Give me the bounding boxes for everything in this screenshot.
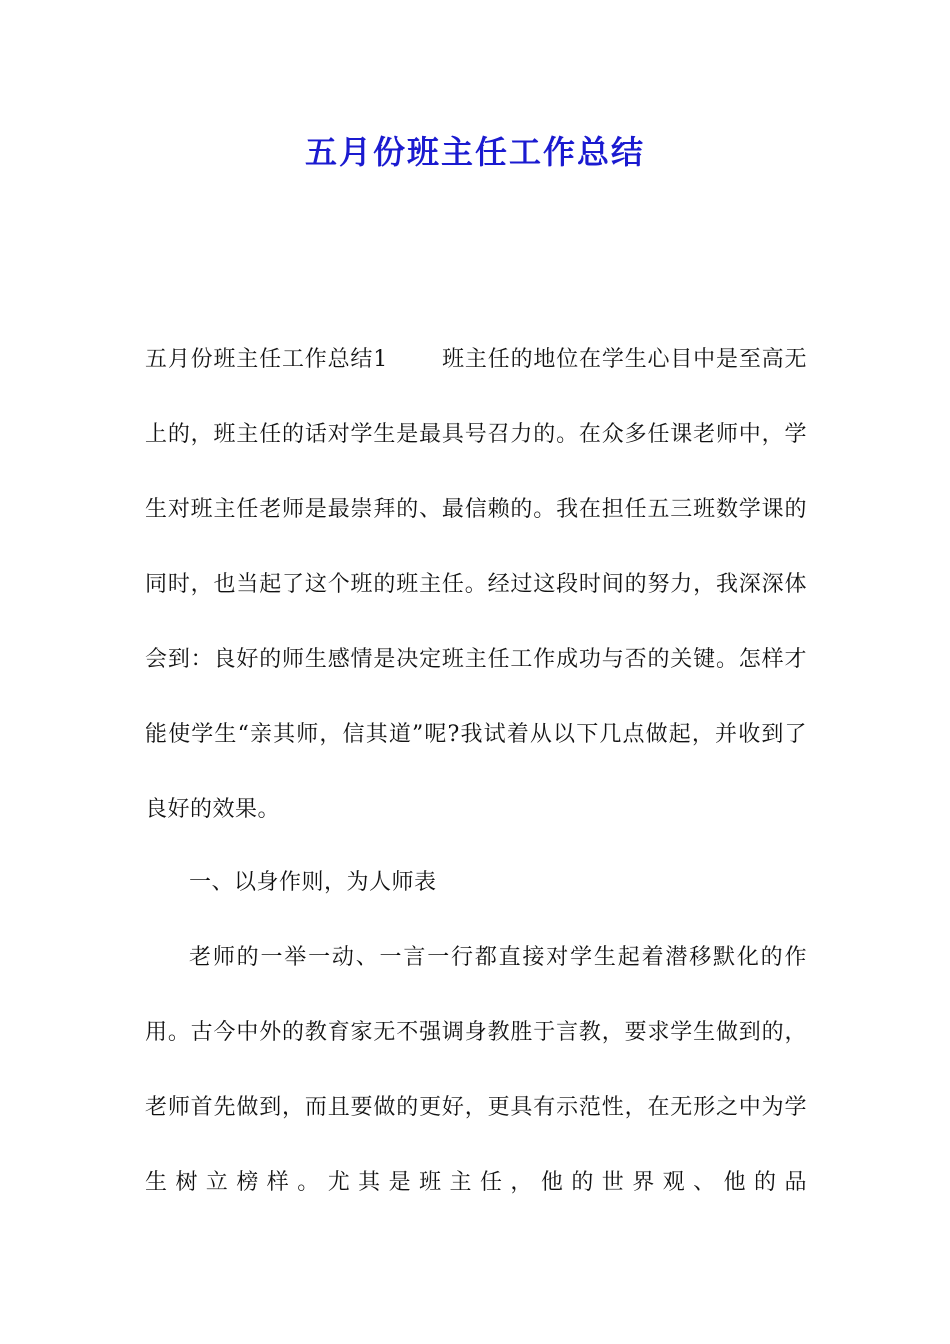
section-1-heading: 一、以身作则，为人师表 [189, 870, 437, 895]
paragraph-1 [145, 322, 807, 847]
paragraph-1-text: 班主任的地位在学生心目中是至高无上的，班主任的话对学生是最具号召力的。在众多任课老师中，学生对班主任老师是最崇拜的、最信赖的。我在担任五三班数学课的同时，也当起了这个班的班主任。经过这段时间的努力，我深深体会到：良好的师生感情是决定班主任工作成功与否的关键。怎样才能使学生“亲其师，信其道”呢?我试着从以下几点做起，并收到了良好的效果。 [145, 347, 807, 822]
document-title: 五月份班主任工作总结 [304, 133, 645, 171]
paragraph-1-heading: 五月份班主任工作总结1 [145, 347, 388, 372]
paragraph-2: 老师的一举一动、一言一行都直接对学生起着潜移默化的作用。古今中外的教育家无不强调身教胜于言教，要求学生做到的，老师首先做到，而且要做的更好，更具有示范性，在无形之中为学生树立榜样。尤其是班主任，他的世界观、他的品 [145, 945, 807, 1195]
